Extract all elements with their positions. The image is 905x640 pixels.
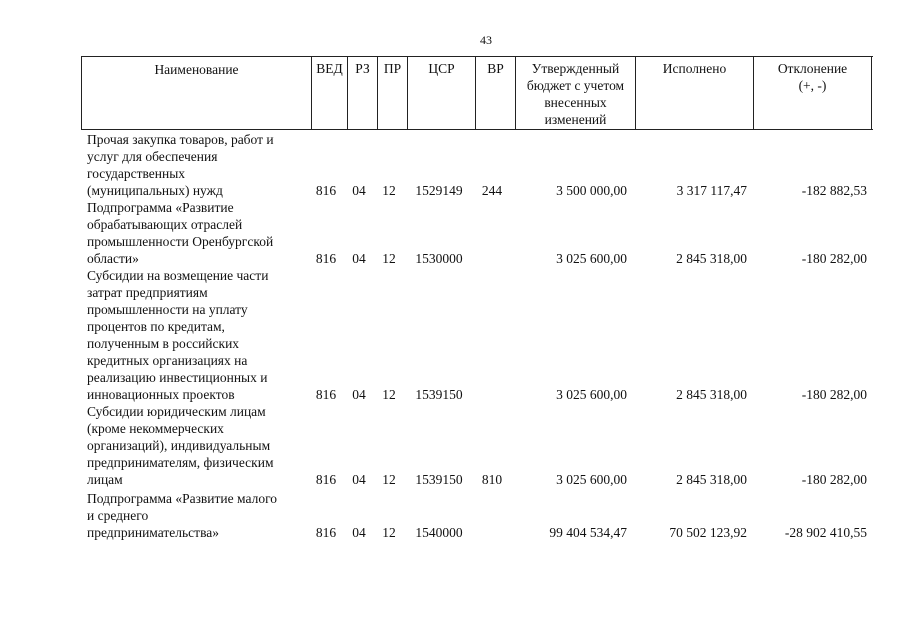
row-done: 2 845 318,00 [676,387,747,402]
row-done: 2 845 318,00 [676,251,747,266]
row-ved: 816 [315,251,337,266]
row-name: Подпрограмма «Развитие обрабатывающих отраслей промышленности Оренбургской области» [87,200,274,266]
row-name: Прочая закупка товаров, работ и услуг для обеспечения государственных (муниципальных) нужд [87,132,274,198]
table-row [81,403,872,488]
header-done: Исполнено [636,57,754,129]
row-ved: 816 [315,472,337,487]
table-header [81,56,873,130]
table-row [81,199,872,267]
row-budget: 3 500 000,00 [556,183,627,198]
row-ved: 816 [315,387,337,402]
row-done: 2 845 318,00 [676,472,747,487]
row-rz: 04 [352,525,366,540]
row-csr: 1539150 [415,387,463,402]
row-vr: 244 [481,183,503,198]
header-csr: ЦСР [408,57,476,129]
row-name: Подпрограмма «Развитие малого и среднего предпринимательства» [87,491,278,540]
row-budget: 99 404 534,47 [549,525,627,540]
header-deviation: Отклонение (+, -) [754,57,872,129]
row-pr: 12 [382,472,396,487]
row-budget: 3 025 600,00 [556,387,627,402]
row-rz: 04 [352,251,366,266]
table-row [81,131,872,199]
row-pr: 12 [382,387,396,402]
row-deviation: -182 882,53 [801,183,867,198]
header-rz: РЗ [348,57,378,129]
header-budget: Утвержденный бюджет с учетом внесенных изменений [516,57,636,129]
row-done: 70 502 123,92 [669,525,747,540]
row-pr: 12 [382,525,396,540]
header-vr: ВР [476,57,516,129]
page-number: 43 [480,33,492,47]
row-name: Субсидии юридическим лицам (кроме некоммерческих организаций), индивидуальным предпринимателям, физическим лицам [87,404,274,487]
header-pr: ПР [378,57,408,129]
row-csr: 1539150 [415,472,463,487]
row-pr: 12 [382,183,396,198]
row-deviation: -28 902 410,55 [784,525,867,540]
row-budget: 3 025 600,00 [556,251,627,266]
row-name: Субсидии на возмещение части затрат предприятиям промышленности на уплату процентов по кредитам, полученным в российских кредитных организациях на реализацию инвестиционных и инновационных проектов [87,268,269,402]
row-csr: 1540000 [415,525,463,540]
table-row [81,267,872,403]
table-row [81,490,872,541]
row-deviation: -180 282,00 [801,251,867,266]
row-ved: 816 [315,525,337,540]
row-vr: 810 [481,472,503,487]
row-csr: 1529149 [415,183,463,198]
header-ved: ВЕД [312,57,348,129]
row-rz: 04 [352,472,366,487]
row-rz: 04 [352,183,366,198]
row-rz: 04 [352,387,366,402]
row-deviation: -180 282,00 [801,472,867,487]
row-deviation: -180 282,00 [801,387,867,402]
row-csr: 1530000 [415,251,463,266]
row-pr: 12 [382,251,396,266]
header-name: Наименование [82,57,312,129]
row-done: 3 317 117,47 [676,183,747,198]
row-budget: 3 025 600,00 [556,472,627,487]
row-ved: 816 [315,183,337,198]
